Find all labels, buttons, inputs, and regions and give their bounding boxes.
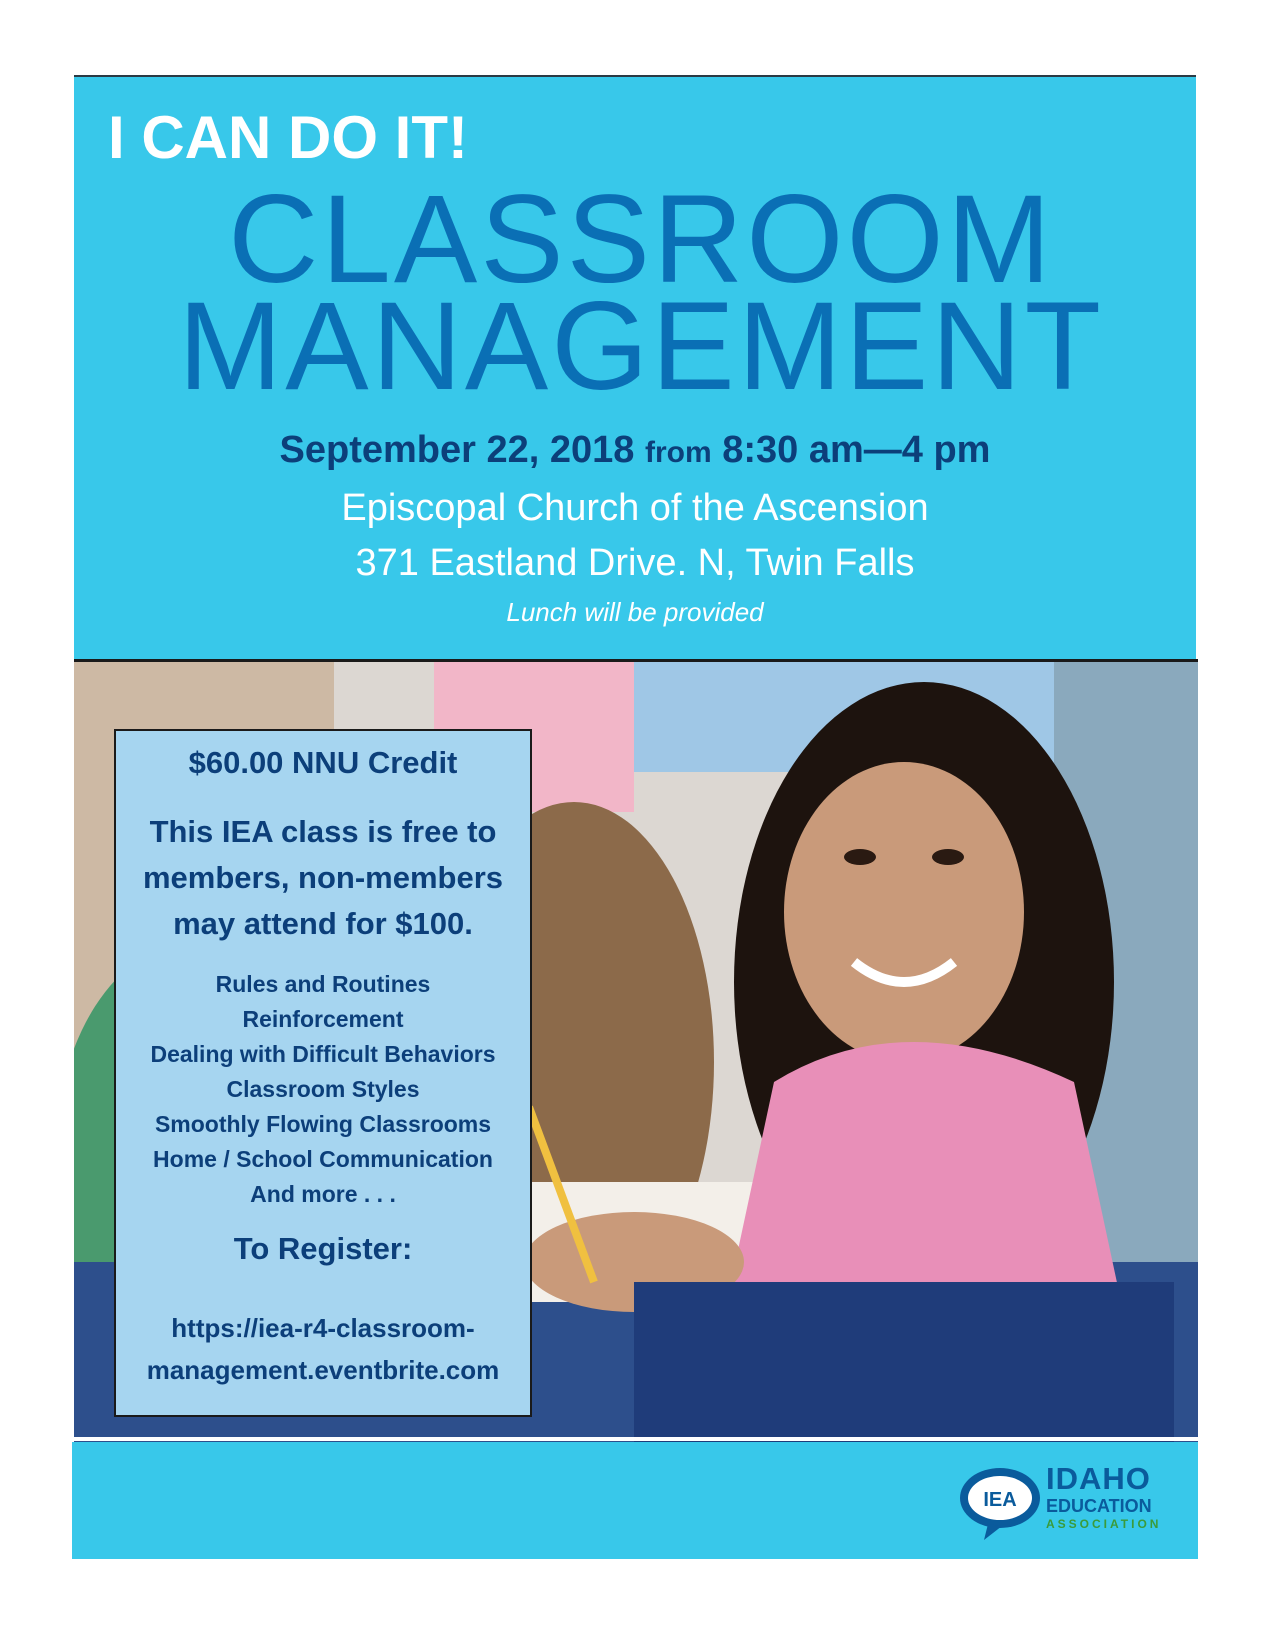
pricing-line: This IEA class is free to: [149, 814, 497, 849]
topic-item: And more . . .: [250, 1181, 396, 1207]
topic-item: Smoothly Flowing Classrooms: [154, 1111, 492, 1137]
topics-list: [116, 967, 530, 1212]
footer-separator: [72, 1437, 1198, 1441]
register-link[interactable]: [116, 1307, 530, 1391]
event-date: September 22, 2018: [279, 429, 635, 471]
logo-line-education: EDUCATION: [1046, 1496, 1152, 1516]
topic-item: Rules and Routines: [215, 971, 431, 997]
lunch-note: Lunch will be provided: [506, 597, 764, 627]
topic-item: Dealing with Difficult Behaviors: [150, 1041, 496, 1067]
logo-badge-text: IEA: [983, 1489, 1017, 1511]
pricing-line: may attend for $100.: [173, 906, 473, 941]
register-url-line[interactable]: https://iea-r4-classroom-: [171, 1313, 475, 1343]
header-panel: [74, 75, 1196, 660]
credit-heading: $60.00 NNU Credit: [188, 745, 458, 780]
topic-item: Home / School Communication: [153, 1146, 493, 1172]
logo-wordmark: [1046, 1462, 1161, 1532]
event-from: from: [644, 436, 712, 469]
register-heading: To Register:: [233, 1231, 413, 1266]
title-line-2: MANAGEMENT: [178, 277, 1104, 416]
event-venue: Episcopal Church of the Ascension: [341, 487, 929, 529]
pricing-line: members, non-members: [142, 860, 504, 895]
iea-logo: [958, 1462, 1178, 1542]
info-card: [114, 729, 532, 1417]
tagline: I CAN DO IT!: [108, 104, 468, 171]
topic-item: Classroom Styles: [226, 1076, 420, 1102]
event-datetime: [74, 429, 1196, 472]
logo-line-association: ASSOCIATION: [1046, 1517, 1162, 1531]
pricing-text: [116, 809, 530, 947]
title-line-1: CLASSROOM: [228, 170, 1054, 309]
iea-speech-bubble-icon: [958, 1462, 1044, 1542]
event-address: 371 Eastland Drive. N, Twin Falls: [355, 542, 915, 584]
topic-item: Reinforcement: [242, 1006, 404, 1032]
event-time: 8:30 am—4 pm: [722, 429, 991, 471]
footer-band: [72, 1442, 1198, 1559]
logo-line-idaho: IDAHO: [1046, 1461, 1151, 1496]
register-url-line[interactable]: management.eventbrite.com: [146, 1355, 500, 1385]
